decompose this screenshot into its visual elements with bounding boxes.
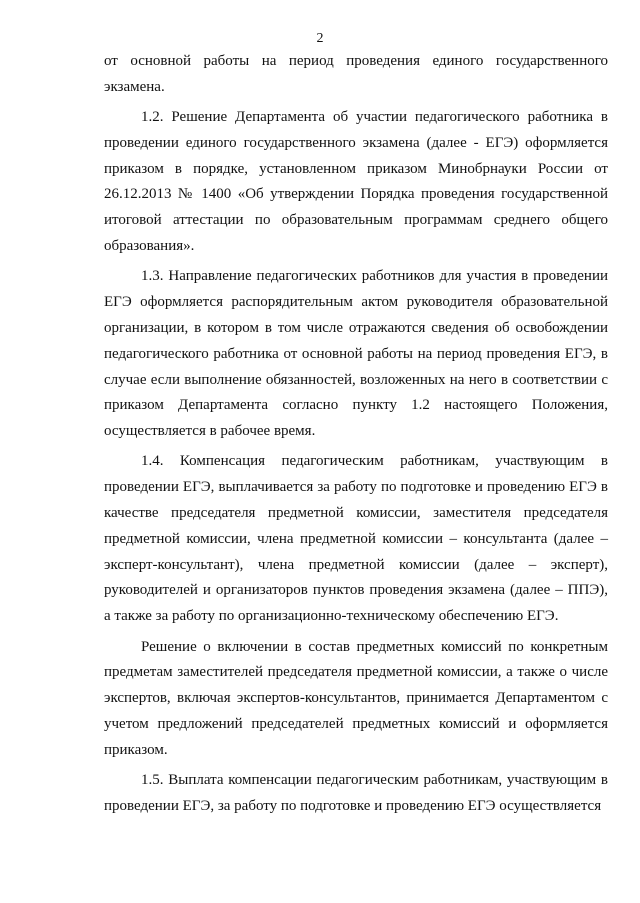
document-body <box>104 49 608 824</box>
page-number: 2 <box>316 31 324 46</box>
paragraph-continuation: от основной работы на период проведения единого государственного экзамена. <box>104 53 608 95</box>
paragraph-decision: Решение о включении в состав предметных комиссий по конкретным предметам заместителей председателя предметной комиссии, а также о числе экспертов, включая экспертов-консультантов, принимается Департаментом с учетом предложений председателей предметных комиссий и оформляется приказом. <box>104 638 608 758</box>
paragraph-1-4: 1.4. Компенсация педагогическим работникам, участвующим в проведении ЕГЭ, выплачивается за работу по подготовке и проведению ЕГЭ в качестве председателя предметной комиссии, заместителя председателя предметной комиссии, члена предметной комиссии – консультанта (далее – эксперт-консультант), члена предметной комиссии (далее – эксперт), руководителей и организаторов пунктов проведения экзамена (далее – ППЭ), а также за работу по организационно-техническому обеспечению ЕГЭ. <box>104 453 608 625</box>
paragraph-1-2: 1.2. Решение Департамента об участии педагогического работника в проведении единого государственного экзамена (далее - ЕГЭ) оформляется приказом в порядке, установленном приказом Минобрнауки России от 26.12.2013 № 1400 «Об утверждении Порядка проведения государственной итоговой аттестации по образовательным программам среднего общего образования». <box>104 109 608 255</box>
paragraph-1-3: 1.3. Направление педагогических работников для участия в проведении ЕГЭ оформляется распорядительным актом руководителя образовательной организации, в котором в том числе отражаются сведения об освобождении педагогического работника от основной работы на период проведения ЕГЭ, в случае если выполнение обязанностей, возложенных на него в соответствии с приказом Департамента согласно пункту 1.2 настоящего Положения, осуществляется в рабочее время. <box>104 268 608 440</box>
paragraph-1-5: 1.5. Выплата компенсации педагогическим работникам, участвующим в проведении ЕГЭ, за работу по подготовке и проведению ЕГЭ осуществляется <box>104 772 608 814</box>
